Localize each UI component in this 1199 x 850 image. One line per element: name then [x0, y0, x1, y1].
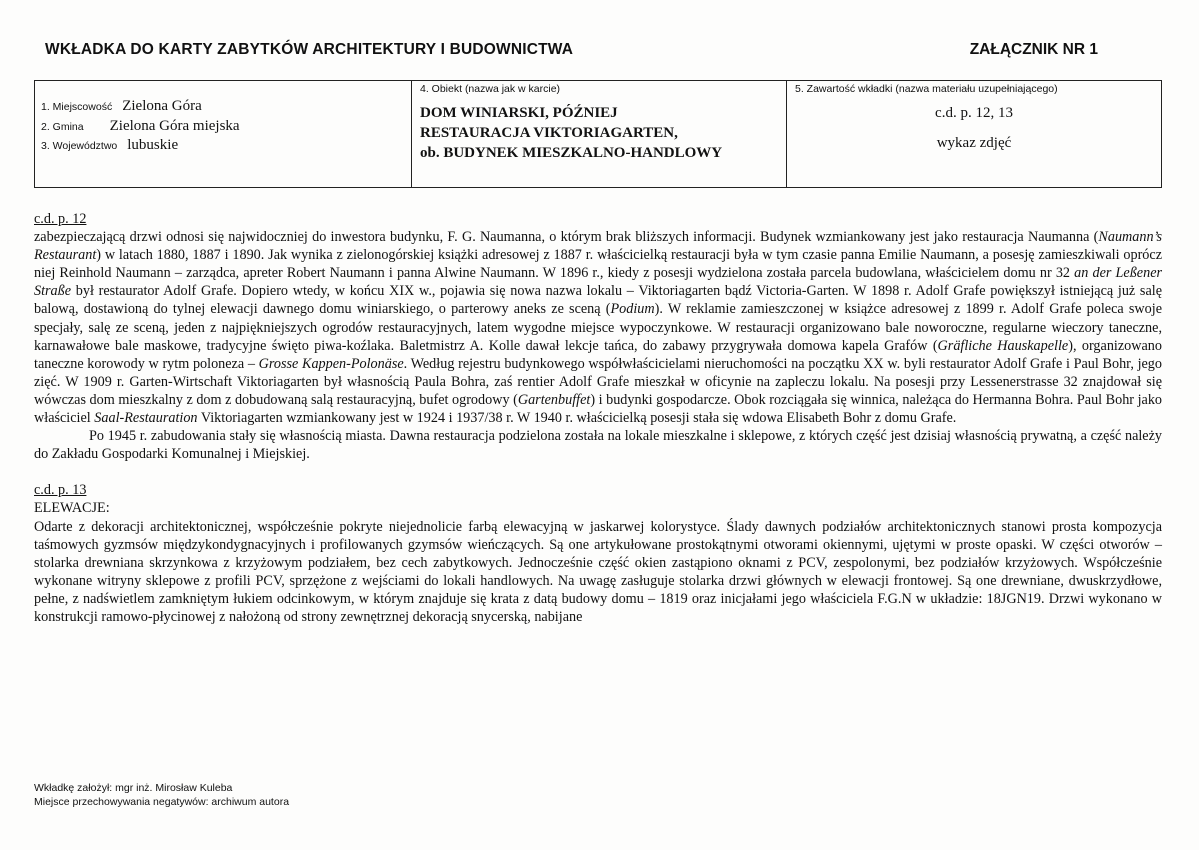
- italic-run: Grosse Kappen-Polonäse: [258, 355, 404, 372]
- storage-note: Miejsce przechowywania negatywów: archiwum autora: [34, 796, 290, 808]
- footer: [34, 781, 289, 809]
- italic-run: Podium: [610, 301, 655, 318]
- main-text: [34, 210, 1162, 626]
- commune-label: 2. Gmina: [41, 121, 84, 133]
- contents-line1: c.d. p. 12, 13: [935, 105, 1013, 121]
- text-run: ) w latach 1880, 1887 i 1890. Jak wynika z zielonogórskiej książki adresowej z 1887 r. właścicielką restauracji była w tym czasie panna Emilie Naumann, a posesję zamieszkiwali oprócz niej Reinhold Naumann – zarządca, apreter Robert Naumann i panna Alwine Naumann. W 1896 r., kiedy z posesji wydzielona została parcela budowlana, właścicielem domu nr 32: [34, 247, 1162, 282]
- contents-cell: [787, 81, 1161, 187]
- text-run: ), organizowano taneczne korowody w rytm poloneza –: [34, 337, 1162, 372]
- post-war-paragraph: Po 1945 r. zabudowania stały się własnością miasta. Dawna restauracja podzielona została na lokale mieszkalne i sklepowe, z których część jest dzisiaj własnością prywatną, a część należy do Zakładu Gospodarki Komunalnej i Miejskiej.: [34, 428, 1162, 463]
- text-run: był restaurator Adolf Grafe. Dopiero wtedy, w końcu XIX w., pojawia się nowa nazwa lokalu – Viktoriagarten bądź Victoria-Garten. W 1898 r. Adolf Grafe powiększył istniejącą już salę balową, dostawioną do tylnej elewacji dawnego domu winiarskiego, o parterowy aneks ze sceną (: [34, 283, 1162, 318]
- voivodeship-value: lubuskie: [127, 137, 179, 153]
- italic-run: Naumann’s Restaurant: [34, 229, 1162, 264]
- object-name-line1: DOM WINIARSKI, PÓŹNIEJ: [420, 105, 618, 121]
- commune-value: Zielona Góra miejska: [109, 118, 240, 134]
- elevations-heading: ELEWACJE:: [34, 500, 110, 517]
- place-row: [41, 97, 202, 115]
- contents-line2: wykaz zdjęć: [936, 135, 1012, 151]
- text-run: zabezpieczającą drzwi odnosi się najwidoczniej do inwestora budynku, F. G. Naumanna, o którym brak bliższych informacji. Budynek wzmiankowany jest jako restauracja Naumanna (: [34, 229, 1099, 246]
- object-name-line2: RESTAURACJA VIKTORIAGARTEN,: [420, 125, 678, 141]
- header-table: [34, 80, 1162, 188]
- object-name: [420, 103, 780, 163]
- object-name-line3: ob. BUDYNEK MIESZKALNO-HANDLOWY: [420, 145, 723, 161]
- elevations-paragraph: Odarte z dekoracji architektonicznej, współcześnie pokryte niejednolicie farbą elewacyjną w jaskarwej kolorystyce. Ślady dawnych podziałów architektonicznych stanowi prosta kompozycja taśmowych gyzmsów międzykondygnacyjnych i profilowanych gzymsów wieńczących. Są one artykułowane prostokątnymi otworami okiennymi, ujętymi w proste opaski. W części otworów – stolarka drewniana skrzynkowa z krzyżowym podziałem, bez cech zabytkowych. Jednocześnie część okien zastąpiono oknami z PCV, zespolonymi, bez podziałów krzyżowych. Współcześnie wykonane witryny sklepowe z profili PCV, sprzężone z wejściami do lokali handlowych. Na uwagę zasługuje stolarka drzwi głównych w elewacji frontowej. Są one drewniane, dwuskrzydłowe, pełne, z nadświetlem zamkniętym łukiem odcinkowym, w którym znajduje się krata z datą budowy domu – 1819 oraz inicjałami jego właściciela F.G.N w układzie: 18JGN19. Drzwi wykonano w konstrukcji ramowo-płycinowej z nałożoną od strony zewnętrznej dekoracją snycerską, nabijane: [34, 518, 1162, 625]
- document-title: WKŁADKA DO KARTY ZABYTKÓW ARCHITEKTURY I BUDOWNICTWA: [45, 41, 574, 58]
- italic-run: Saal-Restauration: [94, 410, 198, 427]
- contents-caption: 5. Zawartość wkładki (nazwa materiału uzupełniającego): [795, 83, 1058, 95]
- text-run: . Według rejestru budynkowego współwłaścicielami nieruchomości na początku XX w. byli restaurator Adolf Grafe i Paul Bohr, jego zięć. W 1909 r. Garten-Wirtschaft Viktoriagarten był własnością Paula Bohra, zaś rentier Adolf Grafe mieszkał w oficynie na zapleczu lokalu. Na posesji przy Lessenerstrasse 32 znajdował się wówczas dom mieszkalny z dom z dobudowaną salą restauracyjną, bufet ogrodowy (: [34, 355, 1162, 408]
- object-caption: 4. Obiekt (nazwa jak w karcie): [420, 83, 561, 95]
- place-label: 1. Miejscowość: [41, 101, 113, 113]
- italic-run: an der Leßener Straße: [34, 265, 1163, 300]
- history-paragraph: [34, 228, 1162, 427]
- section-ref-p13: c.d. p. 13: [34, 482, 87, 499]
- author-note: Wkładkę założył: mgr inż. Mirosław Kuleba: [34, 782, 233, 794]
- commune-row: [41, 117, 240, 135]
- italic-run: Gartenbuffet: [517, 391, 591, 408]
- italic-run: Gräfliche Hauskapelle: [937, 337, 1069, 354]
- text-run: Viktoriagarten wzmiankowany jest w 1924 i 1937/38 r. W 1940 r. właścicielką posesji stała się wdowa Elisabeth Bohr z domu Grafe.: [197, 410, 957, 427]
- section-ref-p12: c.d. p. 12: [34, 211, 87, 227]
- place-value: Zielona Góra: [122, 98, 202, 114]
- text-run: ). W reklamie zamieszczonej w książce adresowej z 1899 r. Adolf Grafe poleca swoje specjały, salę ze sceną, jeden z najpiękniejszych ogrodów restauracyjnych, latem wygodne miejsce wypoczynkowe. W restauracji organizowano bale noworoczne, regularne wieczory taneczne, karnawałowe bale maskowe, tradycyjne święto piwa-koźlaka. Baletmistrz A. Kolle dawał lekcje tańca, do zabawy przygrywała domowa kapela Grafów (: [34, 301, 1162, 354]
- voivodeship-label: 3. Województwo: [41, 140, 118, 152]
- text-run: ) i budynki gospodarcze. Obok rozciągała się winnica, należąca do Hermanna Bohra. Paul Bohr jako właściciel: [34, 391, 1163, 427]
- location-cell: [35, 81, 412, 187]
- voivodeship-row: [41, 136, 178, 154]
- attachment-number: ZAŁĄCZNIK NR 1: [969, 41, 1098, 58]
- object-cell: [412, 81, 787, 187]
